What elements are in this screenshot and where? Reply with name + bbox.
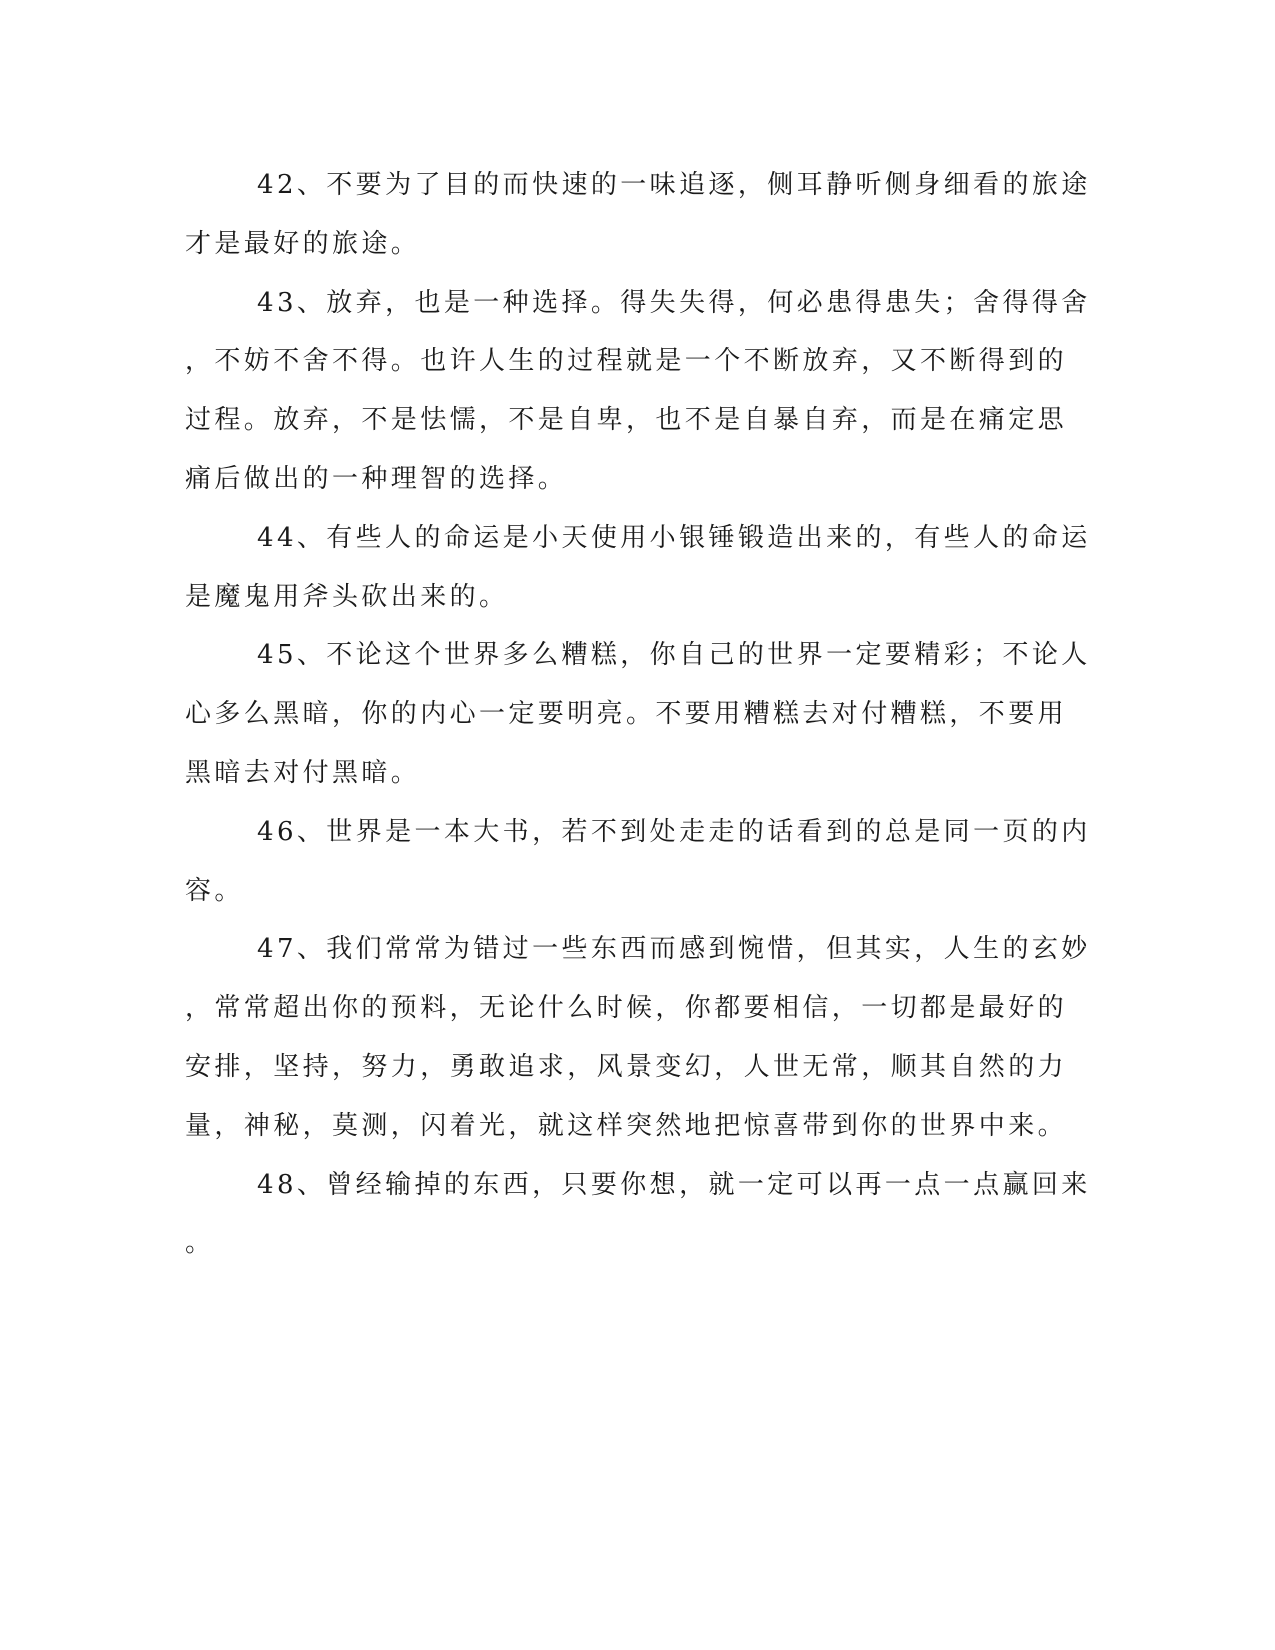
paragraph-42 [185,156,1091,274]
paragraph-line: 容。 [185,875,244,906]
paragraph-line: 才是最好的旅途。 [185,228,421,259]
paragraph-46 [185,803,1091,921]
paragraph-line: 。 [185,1228,215,1259]
document-body [185,156,1091,1273]
paragraph-44 [185,509,1091,627]
paragraph-line: 48、曾经输掉的东西，只要你想，就一定可以再一点一点赢回来 [257,1169,1091,1200]
paragraph-line: 47、我们常常为错过一些东西而感到惋惜，但其实，人生的玄妙 [257,934,1091,965]
paragraph-45 [185,626,1091,802]
paragraph-line: 心多么黑暗，你的内心一定要明亮。不要用糟糕去对付糟糕，不要用 [185,699,1068,730]
paragraph-line: ，常常超出你的预料，无论什么时候，你都要相信，一切都是最好的 [185,993,1068,1024]
paragraph-line: ，不妨不舍不得。也许人生的过程就是一个不断放弃，又不断得到的 [185,346,1068,377]
paragraph-line: 43、放弃，也是一种选择。得失失得，何必患得患失；舍得得舍 [257,287,1091,318]
paragraph-line: 过程。放弃，不是怯懦，不是自卑，也不是自暴自弃，而是在痛定思 [185,405,1068,436]
paragraph-47 [185,920,1091,1155]
paragraph-line: 42、不要为了目的而快速的一味追逐，侧耳静听侧身细看的旅途 [257,170,1091,200]
paragraph-line: 痛后做出的一种理智的选择。 [185,463,568,494]
paragraph-line: 是魔鬼用斧头砍出来的。 [185,581,509,612]
paragraph-line: 黑暗去对付黑暗。 [185,757,421,788]
paragraph-line: 45、不论这个世界多么糟糕，你自己的世界一定要精彩；不论人 [257,640,1091,671]
paragraph-43 [185,274,1091,509]
paragraph-line: 安排，坚持，努力，勇敢追求，风景变幻，人世无常，顺其自然的力 [185,1051,1068,1082]
paragraph-48 [185,1156,1091,1274]
paragraph-line: 量，神秘，莫测，闪着光，就这样突然地把惊喜带到你的世界中来。 [185,1110,1068,1141]
paragraph-line: 44、有些人的命运是小天使用小银锤锻造出来的，有些人的命运 [257,522,1091,553]
paragraph-line: 46、世界是一本大书，若不到处走走的话看到的总是同一页的内 [257,816,1091,847]
